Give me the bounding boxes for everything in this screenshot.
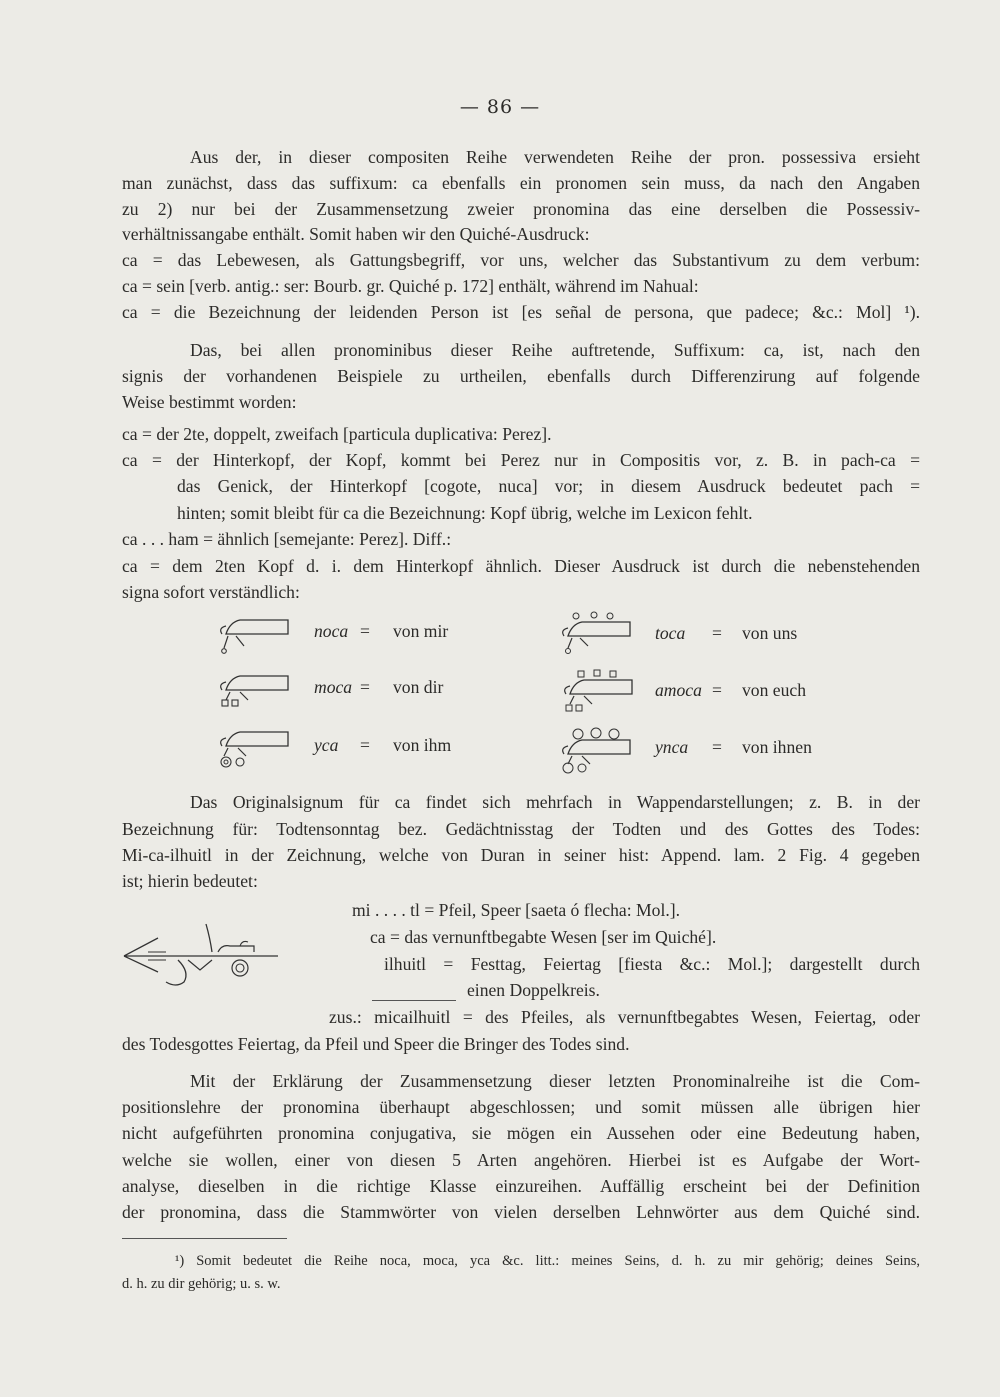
sign-meaning: von mir [393, 621, 449, 641]
sign-meaning: von ihnen [742, 737, 812, 757]
text-line: ca = der Hinterkopf, der Kopf, kommt bei Perez nur in Compositis vor, z. B. in pach-ca = [122, 450, 920, 470]
equals-sign: = [360, 621, 370, 641]
text-line: das Genick, der Hinterkopf [cogote, nuca] vor; in diesem Ausdruck bedeutet pach = [177, 476, 920, 496]
sign-meaning: von ihm [393, 735, 452, 755]
text-line: ca = sein [verb. antig.: ser: Bourb. gr. Quiché p. 172] enthält, während im Nahual: [122, 276, 699, 296]
text-line: Mi-ca-ilhuitl in der Zeichnung, welche von Duran in seiner hist: Append. lam. 2 Fig. 4 gegeben [122, 845, 920, 865]
text-line: ca = das Lebewesen, als Gattungsbegriff, vor uns, welcher das Substantivum zu dem verbum: [122, 250, 920, 270]
text-line: zu 2) nur bei der Zusammensetzung zweier pronomina das eine derselben die Possessiv- [122, 199, 920, 219]
text-line: Weise bestimmt worden: [122, 392, 297, 412]
footnote-line: d. h. zu dir gehörig; u. s. w. [122, 1276, 281, 1292]
text-line: Mit der Erklärung der Zusammensetzung dieser letzten Pronominalreihe ist die Com- [190, 1071, 920, 1091]
text-line: signa sofort verständlich: [122, 582, 300, 602]
sign-word: moca [314, 677, 353, 697]
ynca-glyph [556, 726, 632, 774]
equals-sign: = [712, 623, 722, 643]
text-line: der pronomina, dass die Stammwörter von vielen derselben Lehnwörter aus dem Quiché sind. [122, 1202, 920, 1222]
definition-line: zus.: micailhuitl = des Pfeiles, als vernunftbegabtes Wesen, Feiertag, oder [329, 1007, 920, 1027]
text-line: ca = die Bezeichnung der leidenden Person ist [es señal de persona, que padece; &c.: Mol] ¹). [122, 302, 920, 322]
text-line: Das, bei allen pronominibus dieser Reihe auftretende, Suffixum: ca, ist, nach den [190, 340, 920, 360]
equals-sign: = [712, 737, 722, 757]
definition-line: ilhuitl = Festtag, Feiertag [fiesta &c.: Mol.]; dargestellt durch [384, 954, 920, 974]
text-line: ist; hierin bedeutet: [122, 871, 258, 891]
definition-line: des Todesgottes Feiertag, da Pfeil und Speer die Bringer des Todes sind. [122, 1034, 630, 1054]
text-line: ca = dem 2ten Kopf d. i. dem Hinterkopf ähnlich. Dieser Ausdruck ist durch die nebenstehenden [122, 556, 920, 576]
text-line: welche sie wollen, einer von diesen 5 Arten angehören. Hierbei ist es Aufgabe der Wort- [122, 1150, 920, 1170]
sign-meaning: von uns [742, 623, 798, 643]
text-line: positionslehre der pronomina überhaupt abgeschlossen; und somit müssen alle übrigen hier [122, 1097, 920, 1117]
equals-sign: = [712, 680, 722, 700]
sign-word: noca [314, 621, 349, 641]
definition-line: einen Doppelkreis. [467, 980, 600, 1000]
text-line: man zunächst, dass das suffixum: ca ebenfalls ein pronomen sein muss, da nach den Angaben [122, 173, 920, 193]
text-line: Das Originalsignum für ca findet sich mehrfach in Wappendarstellungen; z. B. in der [190, 792, 920, 812]
sign-meaning: von euch [742, 680, 807, 700]
sign-word: yca [314, 735, 339, 755]
sign-word: amoca [655, 680, 702, 700]
definition-line: mi . . . . tl = Pfeil, Speer [saeta ó flecha: Mol.]. [352, 900, 680, 920]
text-line: hinten; somit bleibt für ca die Bezeichnung: Kopf übrig, welche im Lexicon fehlt. [177, 503, 753, 523]
text-line: Aus der, in dieser compositen Reihe verwendeten Reihe der pron. possessiva ersieht [190, 147, 920, 167]
equals-sign: = [360, 677, 370, 697]
text-line: analyse, dieselben in die richtige Klasse einzureihen. Auffällig erscheint bei der Definition [122, 1176, 920, 1196]
toca-glyph [558, 610, 632, 656]
text-line: Bezeichnung für: Todtensonntag bez. Gedächtnisstag der Todten und des Gottes des Todes: [122, 819, 920, 839]
arrow-double-circle-glyph [118, 916, 288, 994]
text-line: ca . . . ham = ähnlich [semejante: Perez]. Diff.: [122, 529, 452, 549]
sign-word: ynca [655, 737, 689, 757]
page-number: — 86 — [459, 96, 541, 118]
sign-word: toca [655, 623, 686, 643]
text-line: ca = der 2te, doppelt, zweifach [particula duplicativa: Perez]. [122, 424, 552, 444]
equals-sign: = [360, 735, 370, 755]
sign-meaning: von dir [393, 677, 444, 697]
moca-glyph [214, 670, 290, 710]
text-line: nicht aufgeführten pronomina conjugativa, sie mögen ein Aussehen oder eine Bedeutung haben, [122, 1123, 920, 1143]
footnote-rule [122, 1238, 287, 1239]
amoca-glyph [560, 668, 634, 714]
footnote-line: ¹) Somit bedeutet die Reihe noca, moca, yca &c. litt.: meines Seins, d. h. zu mir gehörig; deines Seins, [175, 1253, 920, 1269]
yca-glyph [214, 726, 290, 770]
separator-rule [372, 1000, 456, 1001]
text-line: verhältnissangabe enthält. Somit haben wir den Quiché-Ausdruck: [122, 224, 590, 244]
noca-glyph [214, 614, 290, 654]
definition-line: ca = das vernunftbegabte Wesen [ser im Quiché]. [370, 927, 717, 947]
text-line: signis der vorhandenen Beispiele zu urtheilen, ebenfalls durch Differenzirung auf folgende [122, 366, 920, 386]
